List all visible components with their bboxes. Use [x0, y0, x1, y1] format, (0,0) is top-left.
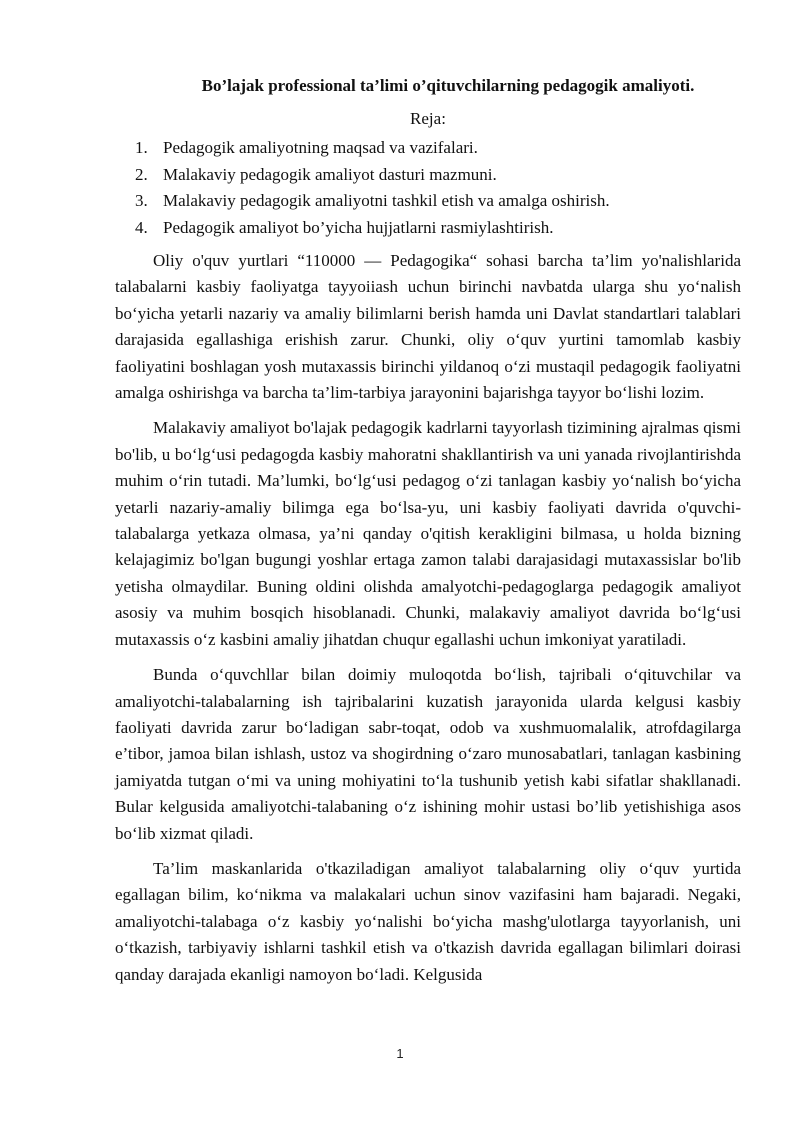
plan-item-number: 4. [135, 217, 148, 237]
plan-item-text: Malakaviy pedagogik amaliyotni tashkil etish va amalga oshirish. [163, 191, 610, 210]
body-paragraph: Ta’lim maskanlarida o'tkaziladigan amaliyot talabalarning oliy o‘quv yurtida egallagan bilim, ko‘nikma va malakalari uchun sinov vazifasini ham bajaradi. Negaki, amaliyotchi-talabaga o‘z kasbiy yo‘nalishi bo‘yicha mashg'ulotlarga tayyorlanish, uni o‘tkazish, tarbiyaviy ishlarni tashkil etish va o'tkazish davrida egallagan bilimlari doirasi qanday darajada ekanligi namoyon bo‘ladi. Kelgusida [115, 858, 741, 984]
page-number: 1 [396, 1046, 404, 1061]
body-paragraph: Oliy o'quv yurtlari “110000 — Pedagogika“ sohasi barcha ta’lim yo'nalishlarida talabalarni kasbiy faoliyatga tayyoiiash uchun birinchi navbatda ularga shu yo‘nalish bo‘yicha yetarli nazariy va amaliy bilimlarni berish hamda uni Davlat standartlari talablari darajasida egallashiga erishish zarur. Chunki, oliy o‘quv yurtini tamomlab kasbiy faoliyatini boshlagan yosh mutaxassis birinchi yildanoq o‘zi mustaqil pedagogik faoliyatni amalga oshirishga va barcha ta’lim-tarbiya jarayonini bajarishga tayyor bo‘lishi lozim. [115, 251, 741, 403]
plan-list [135, 135, 741, 241]
plan-item-text: Pedagogik amaliyotning maqsad va vazifalari. [163, 138, 478, 157]
plan-item-text: Pedagogik amaliyot bo’yicha hujjatlarni rasmiylashtirish. [163, 217, 554, 237]
plan-item-number: 2. [135, 164, 148, 184]
plan-item-text: Malakaviy pedagogik amaliyot dasturi mazmuni. [163, 164, 497, 184]
plan-heading: Reja: [410, 109, 446, 128]
body-paragraph: Malakaviy amaliyot bo'lajak pedagogik kadrlarni tayyorlash tizimining ajralmas qismi bo'lib, u bo‘lg‘usi pedagogda kasbiy mahoratni shakllantirish va uni yanada rivojlantirishda muhim o‘rin tutadi. Ma’lumki, bo‘lg‘usi pedagog o‘zi tanlagan kasbiy yo‘nalish bo‘yicha yetarli nazariy-amaliy bilimga ega bo‘lsa-yu, uni kasbiy faoliyati davrida o'quvchi-talabalarga yetkaza olmasa, ya’ni qanday o'qitish kerakligini bilmasa, u holda bizning kelajagimiz bo'lgan bugungi yoshlar ertaga zamon talabi darajasidagi mutaxassislar bo'lib yetisha olmaydilar. Buning oldini olishda amalyotchi-pedagoglarga pedagogik amaliyot asosiy va muhim bosqich hisoblanadi. Chunki, malakaviy amaliyot davrida bo‘lg‘usi mutaxassis o‘z kasbini amaliy jihatdan chuqur egallashi uchun imkoniyat yaratiladi. [115, 418, 741, 649]
page-content [115, 74, 741, 988]
body-paragraph: Bunda o‘quvchllar bilan doimiy muloqotda bo‘lish, tajribali o‘qituvchilar va amaliyotchi-talabalarning ish tajribalarini kuzatish jarayonida ularda kelgusi kasbiy faoliyati davrida zarur bo‘ladigan sabr-toqat, odob va xushmuomalalik, atrofdagilarga e’tibor, jamoa bilan ishlash, ustoz va shogirdning o‘zaro munosabatlari, tanlagan kasbining jamiyatda tutgan o‘mi va uning mohiyatini to‘la tushunib yetish kabi sifatlar shakllanadi. Bular kelgusida amaliyotchi-talabaning o‘z ishining mohir ustasi bo’lib yetishishiga asos bo‘lib xizmat qiladi. [115, 665, 741, 843]
plan-item [135, 188, 741, 215]
plan-item [135, 215, 741, 242]
plan-item [135, 162, 741, 189]
document-title: Bo’lajak professional ta’limi o’qituvchilarning pedagogik amaliyoti. [201, 76, 695, 95]
plan-item [135, 135, 741, 162]
plan-item-number: 1. [135, 138, 148, 157]
plan-item-number: 3. [135, 191, 148, 210]
